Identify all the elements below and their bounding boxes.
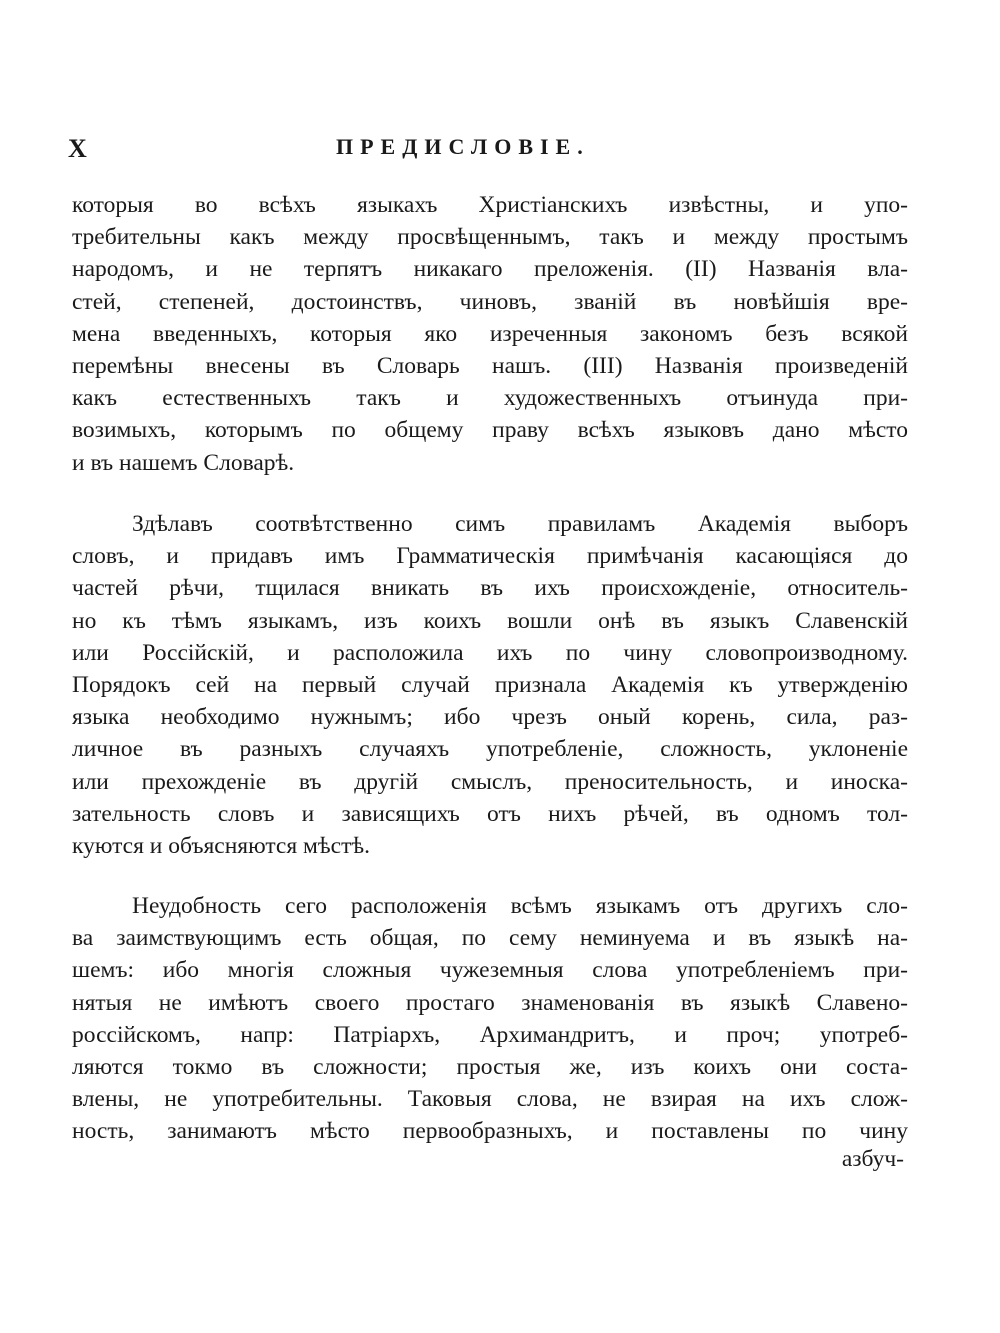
paragraph-2: [72, 508, 908, 862]
text-line: влены, не употребительны. Таковыя слова, не взирая на ихъ слож-: [72, 1086, 908, 1113]
text-line: и въ нашемъ Словарѣ.: [72, 449, 295, 476]
text-line: Здѣлавъ соотвѣтственно симъ правиламъ Академiя выборъ: [132, 511, 908, 537]
text-line: какъ естественныхъ такъ и художественныхъ отъинуда при-: [72, 385, 908, 412]
text-line: куются и объясняются мѣстѣ.: [72, 832, 370, 859]
text-line: частей рѣчи, тщилася вникать въ ихъ происхожденiе, относитель-: [72, 575, 908, 602]
text-line: народомъ, и не терпятъ никакаго преложенiя. (II) Названiя вла-: [72, 256, 908, 283]
running-title: ПРЕДИСЛОВIЕ.: [336, 134, 590, 159]
text-line: словъ, и придавъ имъ Грамматическiя примѣчанiя касающiяся до: [72, 543, 908, 570]
text-line: зательность словъ и зависящихъ отъ нихъ рѣчей, въ одномъ тол-: [72, 800, 908, 827]
paragraph-3: [72, 890, 908, 1148]
text-line: которыя во всѣхъ языкахъ Христiанскихъ извѣстны, и упо-: [72, 192, 908, 218]
text-line: россiйскомъ, напр: Патрiархъ, Архимандритъ, и проч; употреб-: [72, 1021, 908, 1048]
page-header: [68, 134, 908, 170]
text-line: нятыя не имѣютъ своего простаго знаменованiя въ языкѣ Славено-: [72, 989, 908, 1016]
text-line: ность, занимаютъ мѣсто первообразныхъ, и поставлены по чину: [72, 1118, 908, 1145]
text-line: мена введенныхъ, которыя яко изреченныя закономъ безъ всякой: [72, 320, 908, 347]
text-line: ва заимствующимъ есть общая, по сему неминуема и въ языкѣ на-: [72, 925, 908, 952]
text-line: ляются токмо въ сложности; простыя же, изъ коихъ они соста-: [72, 1053, 908, 1080]
page-number: X: [68, 134, 88, 163]
catchword: азбуч-: [841, 1146, 904, 1172]
text-line: или Россiйскiй, и расположила ихъ по чину словопроизводному.: [72, 639, 908, 666]
paragraph-1: [72, 189, 908, 479]
text-line: шемъ: ибо многiя сложныя чужеземныя слова употребленiемъ при-: [72, 957, 908, 984]
text-line: стей, степеней, достоинствъ, чиновъ, званiй въ новѣйшiя вре-: [72, 288, 908, 315]
text-line: или прехожденiе въ другiй смыслъ, преносительность, и иноска-: [72, 768, 908, 795]
text-line: но къ тѣмъ языкамъ, изъ коихъ вошли онѣ въ языкъ Славенскiй: [72, 607, 908, 634]
text-line: личное въ разныхъ случаяхъ употребленiе, сложность, уклоненiе: [72, 736, 908, 763]
text-line: Порядокъ сей на первый случай признала Академiя къ утвержденiю: [72, 671, 908, 698]
text-line: перемѣны внесены въ Словарь нашъ. (III) Названiя произведенiй: [72, 352, 908, 379]
text-line: Неудобность сего расположенiя всѣмъ языкамъ отъ другихъ сло-: [132, 893, 908, 919]
text-line: языка необходимо нужнымъ; ибо чрезъ оный корень, сила, раз-: [72, 704, 908, 731]
text-line: требительны какъ между просвѣщеннымъ, такъ и между простымъ: [72, 224, 908, 251]
text-line: возимыхъ, которымъ по общему праву всѣхъ языковъ дано мѣсто: [72, 417, 908, 444]
